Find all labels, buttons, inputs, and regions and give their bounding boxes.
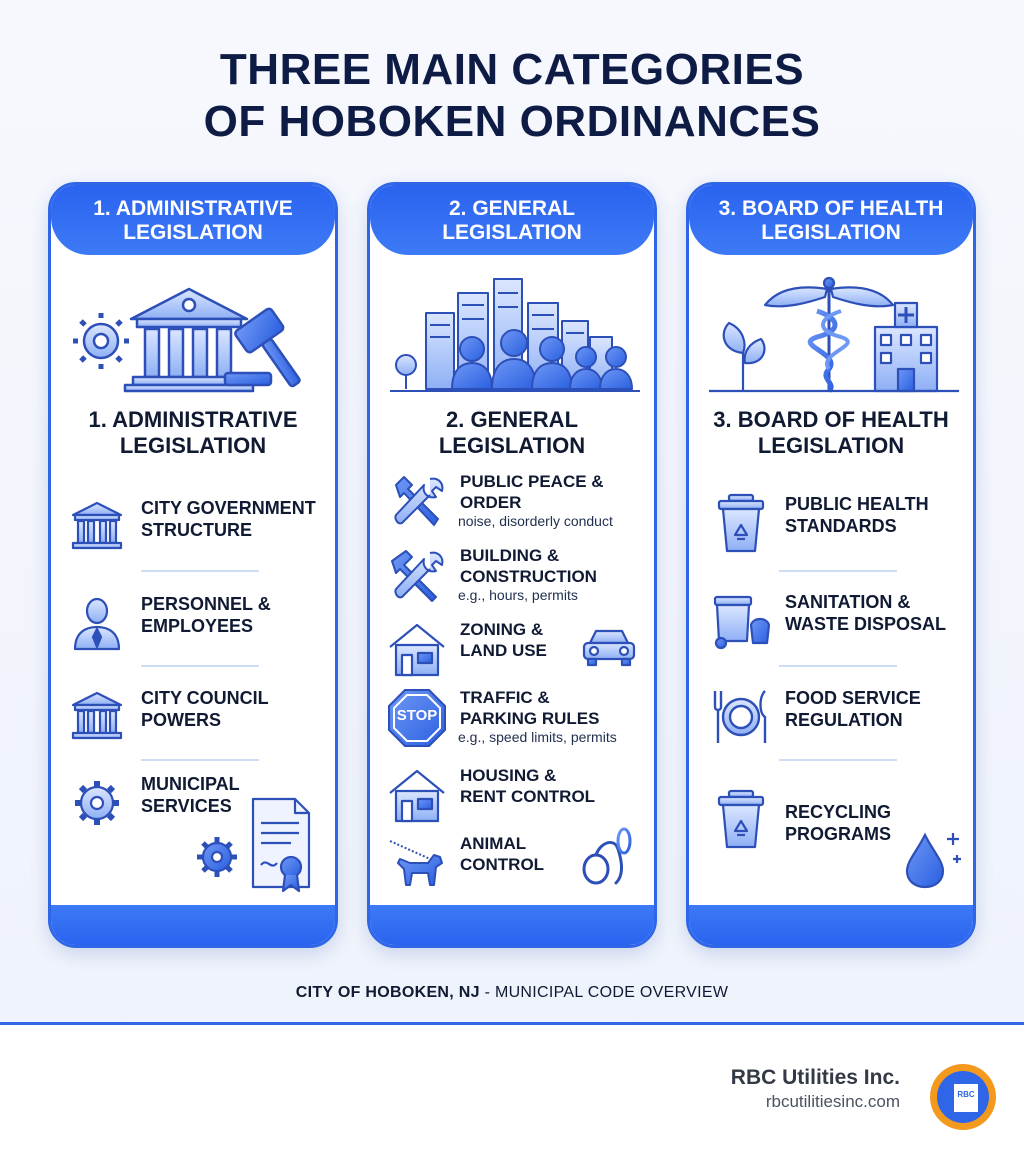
item-label-line-1: PUBLIC PEACE & <box>460 472 604 491</box>
list-item-food-service <box>711 687 971 747</box>
tools-icon <box>386 471 448 533</box>
subhead-line-2: LEGISLATION <box>438 433 586 458</box>
column-header-line-2: LEGISLATION <box>761 221 901 244</box>
divider <box>141 759 259 761</box>
column-header-line-1: 3. BOARD OF HEALTH <box>718 197 944 220</box>
item-label-line-1: PUBLIC HEALTH <box>785 494 929 514</box>
list-item-city-council <box>67 687 327 747</box>
stop-sign-icon <box>386 687 448 749</box>
leash-icon <box>578 825 640 891</box>
person-icon <box>67 593 127 653</box>
item-label-line-1: FOOD SERVICE <box>785 688 921 708</box>
item-label-line-1: ANIMAL <box>460 834 527 853</box>
building-icon <box>67 687 127 747</box>
item-label-line-2: CONSTRUCTION <box>460 567 597 586</box>
item-label-line-1: BUILDING & <box>460 546 560 565</box>
column-header-line-2: LEGISLATION <box>123 221 263 244</box>
column-subhead <box>689 407 973 459</box>
logo-text: RBC <box>957 1090 975 1099</box>
house-icon <box>386 619 448 681</box>
item-label-line-2: STRUCTURE <box>141 520 252 540</box>
gear-document-icon <box>191 795 321 895</box>
courthouse-gavel-icon <box>71 273 321 395</box>
brand-name: RBC Utilities Inc. <box>730 1066 900 1089</box>
item-subtext: noise, disorderly conduct <box>458 513 613 529</box>
column-header <box>51 185 335 255</box>
item-label-line-1: RECYCLING <box>785 802 892 822</box>
plate-icon <box>711 687 771 747</box>
title-line-2: OF HOBOKEN ORDINANCES <box>203 97 821 146</box>
item-label-line-2: POWERS <box>141 710 222 730</box>
item-label-line-2: RENT CONTROL <box>460 787 596 806</box>
footer-caption-bold: CITY OF HOBOKEN, NJ <box>295 984 480 1001</box>
column-subhead <box>370 407 654 459</box>
divider <box>779 759 897 761</box>
column-header-line-1: 1. ADMINISTRATIVE <box>93 197 293 220</box>
stop-sign-text: STOP <box>396 707 438 724</box>
item-label-line-2: REGULATION <box>785 710 903 730</box>
list-item-city-government <box>67 497 327 557</box>
list-item-building-construction <box>386 545 648 609</box>
item-label-line-2: STANDARDS <box>785 516 897 536</box>
list-item-public-health <box>711 493 971 553</box>
car-icon <box>580 625 638 669</box>
item-label-line-2: ORDER <box>460 493 522 512</box>
item-label-line-1: CITY COUNCIL <box>141 688 269 708</box>
column-administrative <box>48 182 338 948</box>
subhead-line-1: 2. GENERAL <box>445 407 579 432</box>
column-header <box>689 185 973 255</box>
tools-icon <box>386 545 448 607</box>
column-header-line-2: LEGISLATION <box>442 221 582 244</box>
list-item-housing <box>386 765 648 829</box>
item-subtext: e.g., speed limits, permits <box>458 729 617 745</box>
page-title <box>0 44 1024 148</box>
title-line-1: THREE MAIN CATEGORIES <box>219 45 805 94</box>
caduceus-hospital-icon <box>709 273 959 395</box>
list-item-traffic-parking <box>386 687 648 751</box>
column-header <box>370 185 654 255</box>
house-icon <box>386 765 448 827</box>
item-label-line-2: WASTE DISPOSAL <box>785 614 947 634</box>
list-item-public-peace <box>386 471 648 535</box>
brand-url[interactable]: rbcutilitiesinc.com <box>765 1092 900 1111</box>
gear-icon <box>67 773 127 833</box>
column-subhead <box>51 407 335 459</box>
trash-cart-icon <box>711 591 771 651</box>
item-label-line-1: SANITATION & <box>785 592 911 612</box>
footer-caption-rest: - MUNICIPAL CODE OVERVIEW <box>479 984 729 1001</box>
item-label-line-1: MUNICIPAL <box>141 774 240 794</box>
item-label-line-2: PARKING RULES <box>460 709 600 728</box>
item-label-line-2: EMPLOYEES <box>141 616 254 636</box>
city-people-icon <box>390 273 640 395</box>
item-label-line-1: ZONING & <box>460 620 544 639</box>
item-label-line-1: CITY GOVERNMENT <box>141 498 316 518</box>
recycle-bin-icon <box>711 493 771 553</box>
building-icon <box>67 497 127 557</box>
footer-caption <box>0 984 1024 1002</box>
divider <box>141 570 259 572</box>
water-drop-icon <box>903 827 963 889</box>
brand-logo <box>928 1062 998 1132</box>
divider <box>779 665 897 667</box>
subhead-line-1: 3. BOARD OF HEALTH <box>713 407 949 432</box>
subhead-line-2: LEGISLATION <box>757 433 905 458</box>
column-header-line-1: 2. GENERAL <box>448 197 576 220</box>
item-label-line-2: LAND USE <box>460 641 547 660</box>
list-item-personnel <box>67 593 327 653</box>
item-label-line-2: PROGRAMS <box>785 824 892 844</box>
subhead-line-1: 1. ADMINISTRATIVE <box>88 407 298 432</box>
column-board-of-health <box>686 182 976 948</box>
item-label-line-1: HOUSING & <box>460 766 557 785</box>
dog-icon <box>386 833 448 895</box>
item-subtext: e.g., hours, permits <box>458 587 578 603</box>
item-label-line-2: CONTROL <box>460 855 545 874</box>
column-footer-bar <box>51 905 335 945</box>
column-footer-bar <box>689 905 973 945</box>
divider <box>141 665 259 667</box>
column-footer-bar <box>370 905 654 945</box>
subhead-line-2: LEGISLATION <box>119 433 267 458</box>
column-general <box>367 182 657 948</box>
list-item-sanitation <box>711 591 971 651</box>
item-label-line-2: SERVICES <box>141 796 232 816</box>
recycle-bin-icon <box>711 789 771 849</box>
divider <box>779 570 897 572</box>
item-label-line-1: TRAFFIC & <box>460 688 550 707</box>
item-label-line-1: PERSONNEL & <box>141 594 271 614</box>
